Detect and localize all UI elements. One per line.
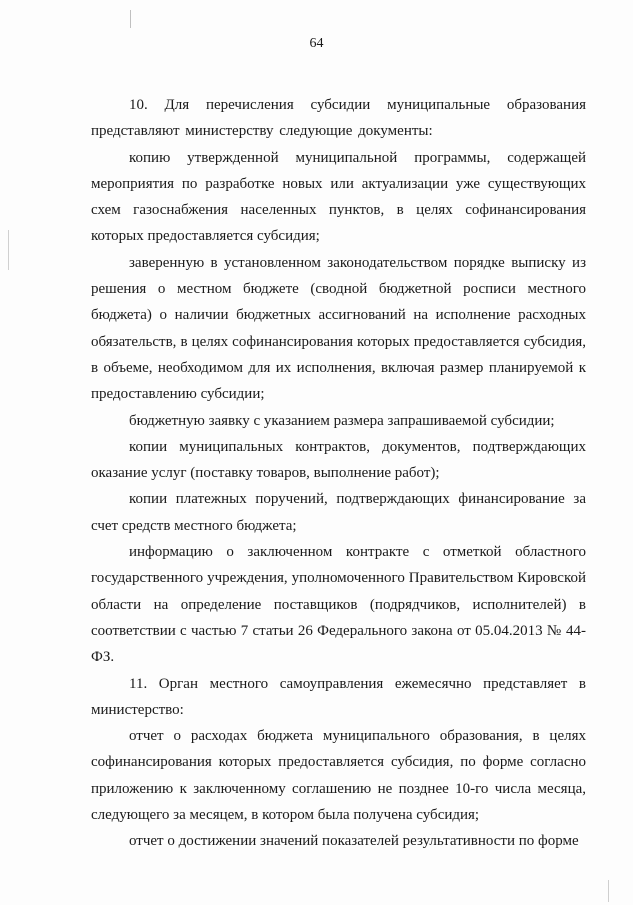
- paragraph-expense-report: отчет о расходах бюджета муниципального образования, в целях софинансирования которых предоставляется субсидия, по форме согласно приложению к заключенному соглашению не позднее 10-го числа месяца, следующего за месяцем, в котором была получена субсидия;: [91, 728, 586, 824]
- paragraph-payment-orders: копии платежных поручений, подтверждающих финансирование за счет средств местного бюджета;: [91, 491, 586, 534]
- paragraph-budget-request: бюджетную заявку с указанием размера запрашиваемой субсидии;: [129, 412, 555, 429]
- paragraph-10: 10. Для перечисления субсидии муниципальные образования представляют министерству следующие документы:: [91, 97, 586, 140]
- page-number: 64: [309, 36, 324, 51]
- paragraph-contract-copies: копии муниципальных контрактов, документов, подтверждающих оказание услуг (поставку товаров, выполнение работ);: [91, 438, 586, 482]
- scan-artifact-bottom: [608, 880, 609, 902]
- paragraph-11: 11. Орган местного самоуправления ежемесячно представляет в министерство:: [91, 675, 586, 718]
- paragraph-contract-info: информацию о заключенном контракте с отметкой областного государственного учреждения, уполномоченного Правительством Кировской области на определение поставщиков (подрядчиков, исполнителей) в соответствии с частью 7 статьи 26 Федерального закона от 05.04.2013 № 44-ФЗ.: [91, 544, 586, 666]
- paragraph-program-copy: копию утвержденной муниципальной программы, содержащей мероприятия по разработке новых или актуализации уже существующих схем газоснабжения населенных пунктов, в целях софинансирования которых предоставляется субсидия;: [91, 149, 586, 245]
- paragraph-performance-report: отчет о достижении значений показателей результативности по форме: [129, 833, 579, 850]
- scan-artifact-top: [130, 10, 131, 28]
- scan-artifact-left: [8, 230, 9, 270]
- document-body: [91, 92, 586, 855]
- paragraph-budget-extract: заверенную в установленном законодательством порядке выписку из решения о местном бюджете (сводной бюджетной росписи местного бюджета) о наличии бюджетных ассигнований на исполнение расходных обязательств, в целях софинансирования которых предоставляется субсидия, в объеме, необходимом для их исполнения, включая размер планируемой к предоставлению субсидии;: [91, 254, 586, 403]
